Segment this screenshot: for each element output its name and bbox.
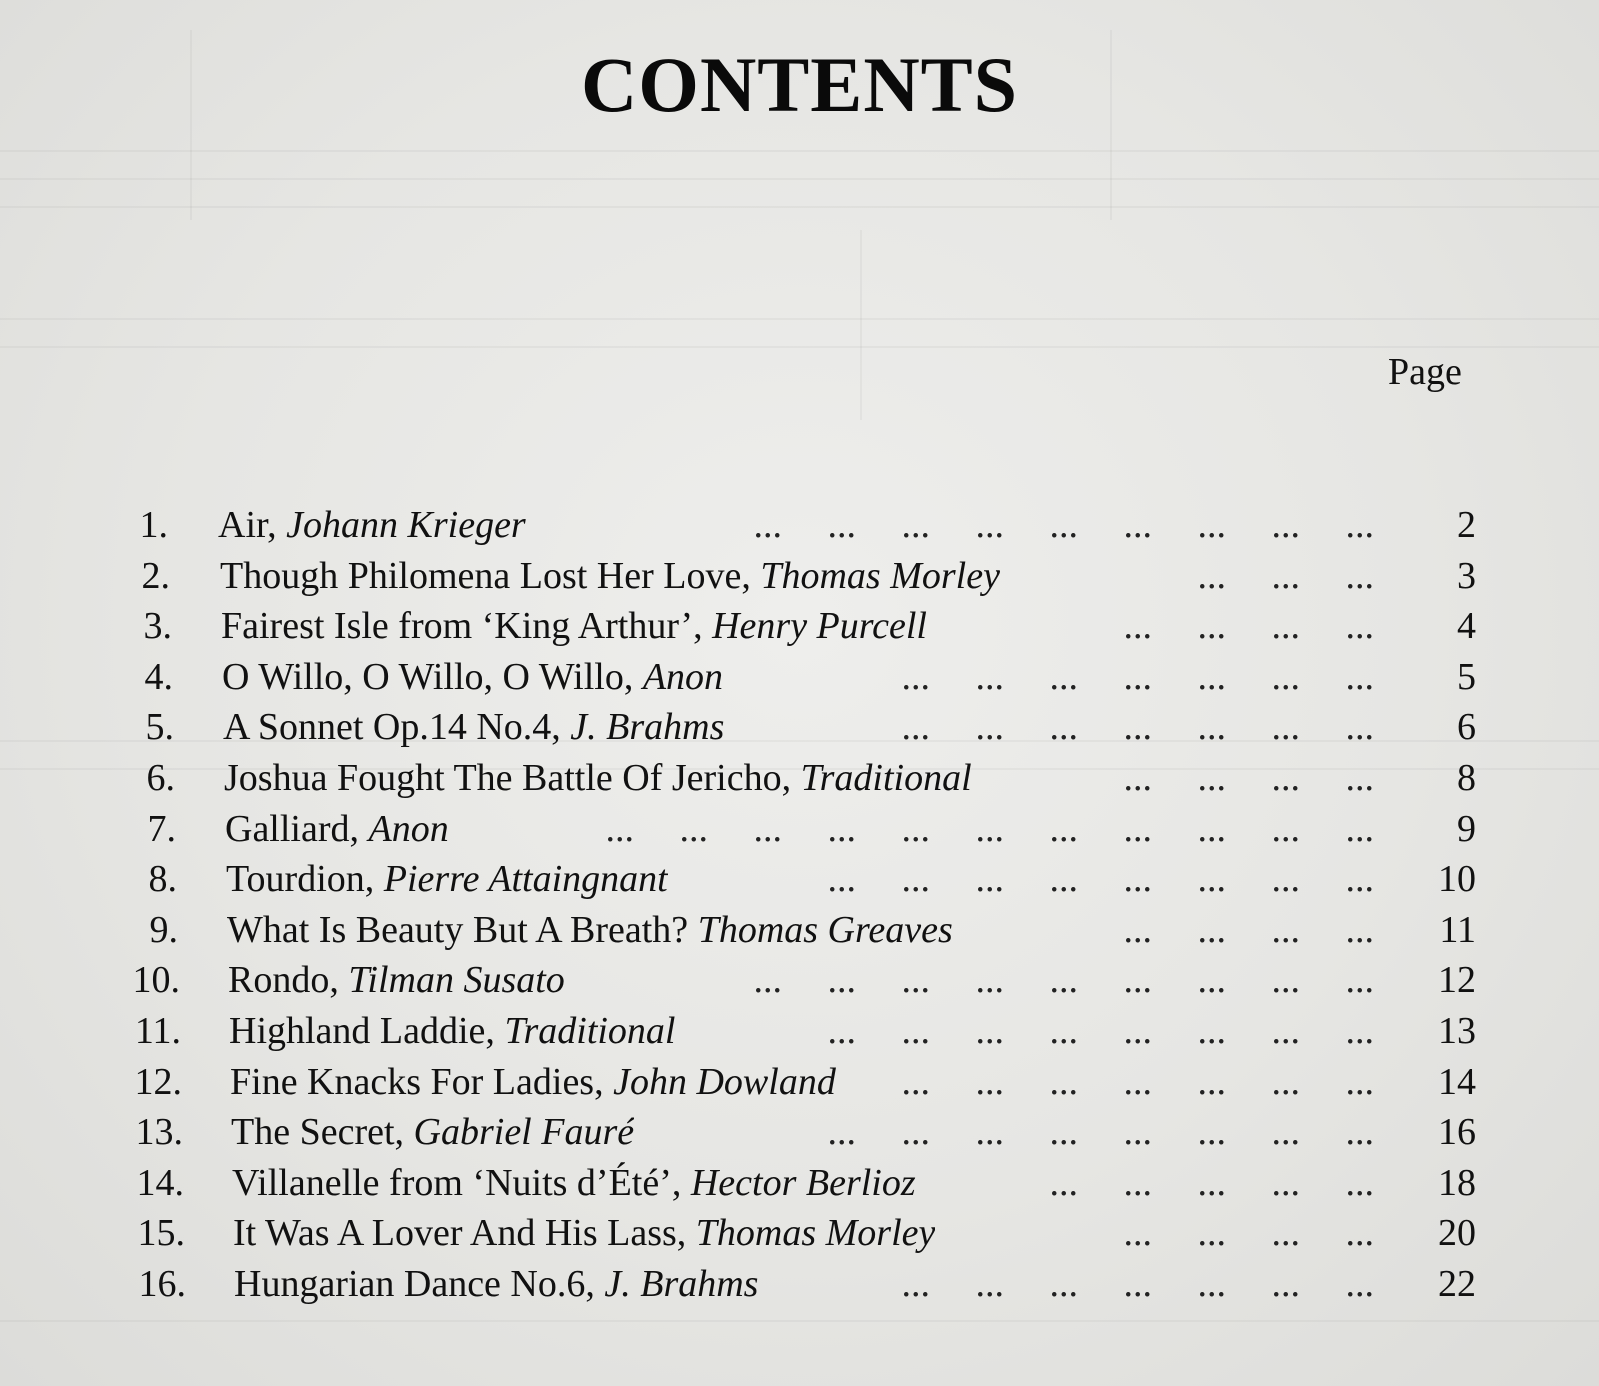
entry-text [231, 1107, 634, 1158]
entry-number: 10. [132, 959, 180, 1002]
dot-leader: ... ... ... ... ... [1049, 1161, 1374, 1204]
entry-composer: Traditional [504, 1009, 676, 1052]
entry-number: 8. [148, 858, 177, 901]
entry-title: Highland Laddie, [229, 1009, 505, 1052]
entry-page-number: 3 [1457, 554, 1476, 597]
showthrough-line [0, 318, 1599, 320]
list-item [0, 1158, 1599, 1209]
entry-title: The Secret, [231, 1111, 414, 1154]
entry-number: 11. [134, 1009, 181, 1052]
list-item [0, 1208, 1599, 1259]
entry-title: Rondo, [228, 959, 349, 1002]
list-item [0, 905, 1599, 956]
dot-leader: ... ... ... ... [1123, 756, 1374, 799]
dot-leader: ... ... ... ... [1123, 605, 1374, 648]
entry-text [221, 601, 927, 652]
contents-list [0, 500, 1599, 1310]
entry-composer: J. Brahms [570, 706, 725, 749]
entry-page-number: 18 [1438, 1161, 1476, 1204]
entry-page-number: 22 [1438, 1262, 1476, 1305]
showthrough-barline [860, 230, 862, 420]
dot-leader: ... ... ... ... ... ... ... ... [827, 1111, 1374, 1154]
page-title: CONTENTS [580, 41, 1019, 128]
entry-title: Though Philomena Lost Her Love, [220, 554, 761, 597]
showthrough-line [0, 346, 1599, 348]
entry-composer: Hector Berlioz [690, 1161, 916, 1204]
entry-composer: Gabriel Fauré [413, 1111, 635, 1154]
entry-page-number: 10 [1438, 858, 1476, 901]
list-item [0, 804, 1599, 855]
entry-page-number: 2 [1457, 504, 1476, 546]
list-item [0, 1259, 1599, 1310]
showthrough-line [0, 1320, 1599, 1322]
entry-title: What Is Beauty But A Breath? [227, 908, 698, 951]
entry-number: 1. [139, 504, 168, 546]
entry-composer: Tilman Susato [348, 959, 565, 1002]
entry-title: Fairest Isle from ‘King Arthur’, [221, 605, 713, 648]
entry-text [220, 551, 1000, 602]
list-item [0, 702, 1599, 753]
entry-title: O Willo, O Willo, O Willo, [222, 655, 643, 698]
page-column-label: Page [1388, 351, 1462, 393]
list-item [0, 1107, 1599, 1158]
entry-page-number: 6 [1457, 706, 1476, 749]
entry-number: 5. [145, 706, 174, 749]
entry-text [226, 854, 668, 905]
entry-page-number: 20 [1438, 1212, 1476, 1255]
entry-title: Fine Knacks For Ladies, [230, 1060, 614, 1103]
dot-leader: ... ... ... [1197, 554, 1374, 597]
entry-composer: John Dowland [613, 1060, 836, 1103]
dot-leader: ... ... ... ... ... ... ... [901, 655, 1374, 698]
entry-composer: Henry Purcell [712, 605, 927, 648]
entry-number: 4. [144, 655, 173, 698]
entry-text [229, 1006, 676, 1057]
list-item [0, 601, 1599, 652]
list-item [0, 551, 1599, 602]
dot-leader: ... ... ... ... [1123, 1212, 1374, 1255]
entry-composer: J. Brahms [604, 1262, 759, 1305]
entry-number: 14. [136, 1161, 184, 1204]
entry-composer: Traditional [800, 756, 972, 799]
entry-composer: Anon [368, 807, 449, 850]
entry-text [234, 1259, 758, 1310]
entry-composer: Thomas Morley [695, 1212, 936, 1255]
dot-leader: ... ... ... ... [1123, 908, 1374, 951]
entry-text [224, 753, 972, 804]
dot-leader: ... ... ... ... ... ... ... [901, 1060, 1374, 1103]
entry-page-number: 12 [1438, 959, 1476, 1002]
entry-number: 13. [135, 1111, 183, 1154]
entry-title: Air, [218, 504, 287, 546]
list-item [0, 854, 1599, 905]
entry-composer: Thomas Greaves [697, 908, 953, 951]
showthrough-line [0, 178, 1599, 180]
entry-title: Tourdion, [226, 858, 384, 901]
dot-leader: ... ... ... ... ... ... ... [901, 706, 1374, 749]
entry-text [228, 955, 565, 1006]
dot-leader: ... ... ... ... ... ... ... ... ... [753, 504, 1374, 546]
entry-text [218, 500, 526, 551]
entry-text [230, 1057, 836, 1108]
entry-page-number: 8 [1457, 756, 1476, 799]
showthrough-line [0, 150, 1599, 152]
entry-number: 9. [149, 908, 178, 951]
entry-number: 6. [146, 756, 175, 799]
list-item [0, 753, 1599, 804]
entry-title: Galliard, [225, 807, 369, 850]
entry-number: 2. [141, 554, 170, 597]
list-item [0, 1006, 1599, 1057]
entry-page-number: 5 [1457, 655, 1476, 698]
entry-composer: Pierre Attaingnant [383, 858, 668, 901]
entry-page-number: 14 [1438, 1060, 1476, 1103]
list-item [0, 955, 1599, 1006]
entry-text [222, 652, 723, 703]
entry-number: 3. [143, 605, 172, 648]
entry-title: A Sonnet Op.14 No.4, [223, 706, 571, 749]
entry-composer: Thomas Morley [760, 554, 1000, 597]
dot-leader: ... ... ... ... ... ... ... ... [827, 858, 1374, 901]
entry-number: 7. [147, 807, 176, 850]
dot-leader: ... ... ... ... ... ... ... ... ... [753, 959, 1374, 1002]
entry-title: Villanelle from ‘Nuits d’Été’, [232, 1161, 691, 1204]
entry-number: 15. [137, 1212, 185, 1255]
entry-page-number: 16 [1438, 1111, 1476, 1154]
list-item [0, 500, 1599, 551]
entry-title: Hungarian Dance No.6, [234, 1262, 605, 1305]
list-item [0, 1057, 1599, 1108]
entry-text [223, 702, 724, 753]
entry-number: 16. [138, 1262, 186, 1305]
entry-page-number: 13 [1438, 1009, 1476, 1052]
entry-composer: Johann Krieger [286, 504, 526, 546]
entry-title: It Was A Lover And His Lass, [233, 1212, 696, 1255]
entry-text [233, 1208, 935, 1259]
entry-composer: Anon [642, 655, 724, 698]
list-item [0, 652, 1599, 703]
entry-text [225, 804, 449, 855]
entry-page-number: 11 [1439, 908, 1476, 951]
entry-title: Joshua Fought The Battle Of Jericho, [224, 756, 801, 799]
entry-page-number: 4 [1457, 605, 1476, 648]
dot-leader: ... ... ... ... ... ... ... ... ... ... ... [605, 807, 1374, 850]
entry-text [227, 905, 953, 956]
dot-leader: ... ... ... ... ... ... ... [901, 1262, 1374, 1305]
entry-text [232, 1158, 916, 1209]
entry-number: 12. [134, 1060, 182, 1103]
dot-leader: ... ... ... ... ... ... ... ... [827, 1009, 1374, 1052]
entry-page-number: 9 [1457, 807, 1476, 850]
showthrough-line [0, 206, 1599, 208]
